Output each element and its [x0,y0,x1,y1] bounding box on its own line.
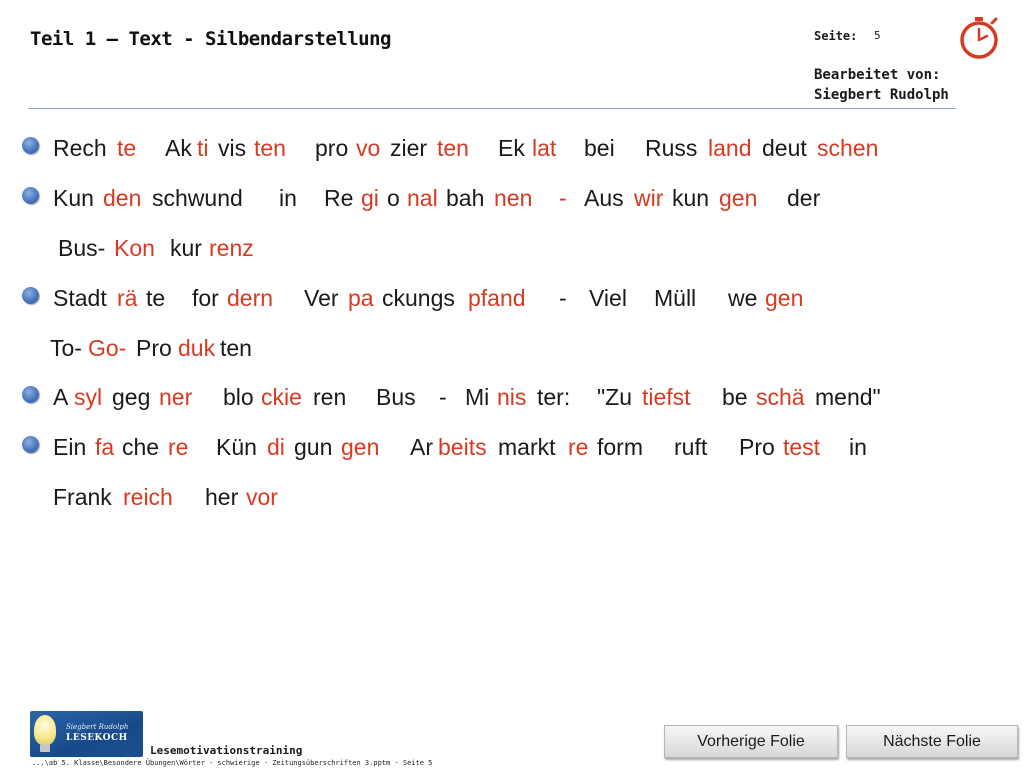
syllable: Rech [53,135,107,161]
bullet-icon [22,386,39,403]
syllable-red: pfand [468,285,526,311]
syllable: ruft [674,434,708,460]
editor-label: Bearbeitet von: [814,67,941,83]
syllable-red: renz [209,235,254,261]
syllable-red: te [117,135,137,161]
logo-author: Siegbert Rudolph [66,723,129,731]
syllable: ren [313,384,347,410]
syllable: form [597,434,643,460]
syllable-red: gen [719,185,758,211]
syllable: be [722,384,748,410]
syllable-red: reich [123,484,173,510]
syllable: Aus [584,185,624,211]
syllable: ten [220,335,252,361]
page-number: 5 [874,29,881,42]
syllable: Ek [498,135,525,161]
syllable: Bus [376,384,416,410]
syllable: te [146,285,166,311]
previous-slide-button[interactable]: Vorherige Folie [664,725,838,758]
syllable: kur [170,235,202,261]
bullet-icon [22,137,39,154]
stopwatch-icon[interactable] [956,14,1002,60]
syllable: Frank [53,484,112,510]
syllable: ckungs [382,285,455,311]
next-slide-button[interactable]: Nächste Folie [846,725,1018,758]
logo-brand: LESEKOCH [66,733,128,743]
syllable-red: ten [437,135,469,161]
syllable: Stadt [53,285,107,311]
syllable-red: rä [117,285,138,311]
syllable-red: Go- [88,335,127,361]
syllable-red: re [568,434,589,460]
syllable: che [122,434,160,460]
syllable: markt [498,434,556,460]
syllable: Kün [216,434,257,460]
page-number-label: Seite: [814,29,858,43]
syllable: her [205,484,239,510]
syllable: Bus- [58,235,106,261]
syllable: A [53,384,69,410]
syllable-red: dern [227,285,274,311]
bullet-icon [22,436,39,453]
syllable: Russ [645,135,698,161]
title-divider [28,108,956,109]
syllable: in [279,185,297,211]
syllable-red: duk [178,335,216,361]
syllable-red: di [267,434,285,460]
syllable: blo [223,384,254,410]
bullet-icon [22,287,39,304]
syllable-red: wir [634,185,664,211]
syllable: vis [218,135,247,161]
syllable: geg [112,384,151,410]
syllable-red: lat [532,135,557,161]
syllable-red: nal [407,185,438,211]
syllable-red: ckie [261,384,302,410]
leesekoch-logo [30,711,143,757]
syllable-red: syl [74,384,103,410]
syllable: deut [762,135,807,161]
syllable: schwund [152,185,243,211]
syllable: "Zu [597,384,633,410]
syllable-red: - [559,185,567,211]
syllable: for [192,285,219,311]
syllable-red: fa [95,434,115,460]
syllable: Ein [53,434,87,460]
syllable: bei [584,135,615,161]
syllable: pro [315,135,349,161]
syllable: kun [672,185,710,211]
syllable-red: gen [341,434,380,460]
lightbulb-icon [34,715,56,745]
syllable-red: beits [438,434,487,460]
syllable-red: schen [817,135,879,161]
syllable: gun [294,434,333,460]
syllable: Pro [739,434,775,460]
syllable-red: schä [756,384,805,410]
syllable: Kun [53,185,94,211]
syllable: Ver [304,285,339,311]
syllable: Viel [589,285,627,311]
syllable: Mi [465,384,490,410]
footer-file-path: ...\ab 5. Klasse\Besondere Übungen\Wörter - schwierige - Zeitungsüberschriften 3.pptm - Seite 5 [32,759,433,767]
syllable: - [559,285,567,311]
syllable-red: Kon [114,235,155,261]
syllable-red: land [708,135,752,161]
syllable: Re [324,185,354,211]
syllable-red: gen [765,285,804,311]
syllable: in [849,434,867,460]
syllable: mend" [815,384,881,410]
syllable: we [728,285,758,311]
page-title: Teil 1 – Text - Silbendarstellung [30,28,391,50]
syllable: Müll [654,285,697,311]
syllable: ter: [537,384,571,410]
editor-name: Siegbert Rudolph [814,87,949,103]
syllable-red: ten [254,135,286,161]
syllable: Ar [410,434,433,460]
bullet-icon [22,187,39,204]
syllable-red: gi [361,185,379,211]
syllable: der [787,185,821,211]
footer-caption: Lesemotivationstraining [150,744,303,757]
syllable-red: ner [159,384,193,410]
syllable-red: den [103,185,142,211]
syllable-red: ti [197,135,209,161]
syllable-red: nen [494,185,533,211]
syllable: bah [446,185,485,211]
syllable: - [439,384,447,410]
syllable: o [387,185,400,211]
syllable-red: re [168,434,189,460]
lightbulb-base [40,744,50,752]
syllable: To- [50,335,82,361]
syllable-red: pa [348,285,374,311]
syllable: Pro [136,335,172,361]
syllable-red: vor [246,484,278,510]
syllable-red: vo [356,135,381,161]
syllable-red: nis [497,384,527,410]
syllable: Ak [165,135,192,161]
syllable-red: test [783,434,821,460]
syllable: zier [390,135,428,161]
syllable-red: tiefst [642,384,691,410]
